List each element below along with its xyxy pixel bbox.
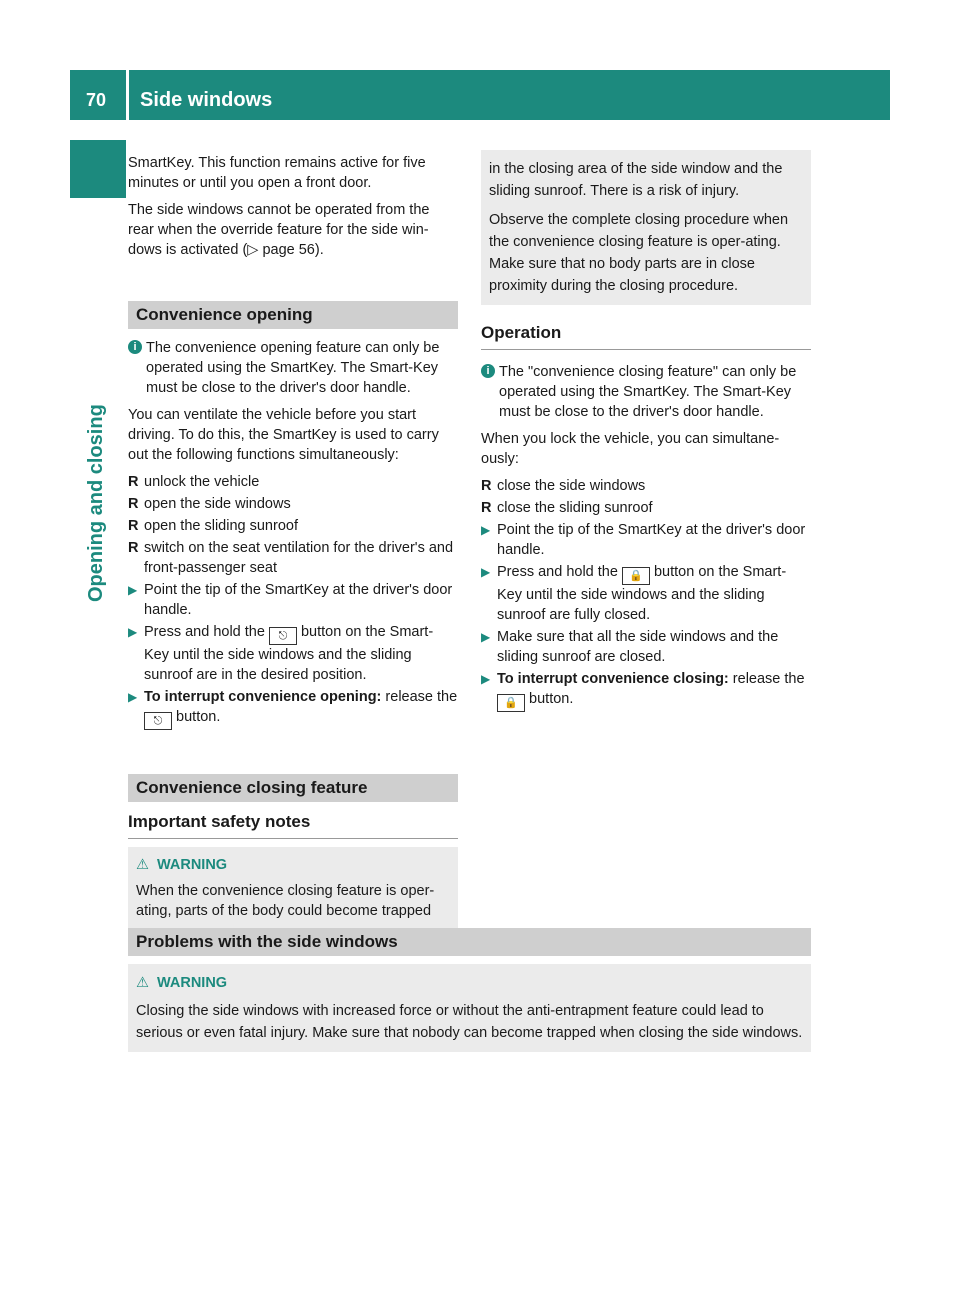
warning-label: WARNING <box>157 857 228 873</box>
step-item: ▶ To interrupt convenience opening: release the ⎋ button. <box>128 687 458 730</box>
warning-box <box>128 964 811 1052</box>
problems-section <box>128 928 811 1052</box>
opening-description: You can ventilate the vehicle before you start driving. To do this, the SmartKey is used to carry out the following functions simultaneously: <box>128 407 439 463</box>
warning-triangle-icon: ⚠ <box>136 857 149 873</box>
warning-box-continued <box>481 150 811 305</box>
warning-text: Closing the side windows with increased force or without the anti-entrapment feature could lead to serious or even fatal injury. Make sure that nobody can become trapped when closing the side windows. <box>136 1003 803 1041</box>
info-note-operation <box>481 362 811 422</box>
page-number: 70 <box>86 90 107 110</box>
info-icon: i <box>481 364 495 378</box>
page-number-box <box>70 70 126 120</box>
info-note-text: The "convenience closing feature" can only be operated using the SmartKey. The Smart-Key must be close to the driver's door handle. <box>499 364 797 420</box>
lock-key-icon: 🔒 <box>497 694 525 712</box>
lock-key-icon: 🔒 <box>622 567 650 585</box>
section-heading-convenience-closing: Convenience closing feature <box>128 774 458 802</box>
step-item: ▶ To interrupt convenience closing: release the 🔒 button. <box>481 669 811 712</box>
section-heading-problems: Problems with the side windows <box>128 928 811 956</box>
step-item: ▶ Make sure that all the side windows and the sliding sunroof are closed. <box>481 629 779 665</box>
info-note-text: The convenience opening feature can only be operated using the SmartKey. The Smart-Key must be close to the driver's door handle. <box>146 340 440 396</box>
right-column <box>481 150 811 714</box>
subheading-safety-notes: Important safety notes <box>128 812 458 839</box>
info-note-opening <box>128 338 458 398</box>
section-heading-convenience-opening: Convenience opening <box>128 301 458 329</box>
left-column <box>128 153 458 929</box>
info-icon: i <box>128 340 142 354</box>
warning-box <box>128 847 458 929</box>
list-item: R open the side windows <box>128 496 291 512</box>
intro-paragraph-1: SmartKey. This function remains active for five minutes or until you open a front door. <box>128 155 426 191</box>
page-title: Side windows <box>140 89 273 111</box>
unlock-key-icon: ⎋ <box>144 712 172 730</box>
warning-triangle-icon: ⚠ <box>136 975 149 991</box>
intro-paragraph-2: The side windows cannot be operated from the rear when the override feature for the side win-dows is activated (▷ page 56). <box>128 202 430 258</box>
warning-continued-text-2: Observe the complete closing procedure when the convenience closing feature is oper-ating. Make sure that no body parts are in close proximity during the closing procedure. <box>489 212 789 294</box>
step-item: ▶ Press and hold the 🔒 button on the Smart-Key until the side windows and the sliding sunroof are fully closed. <box>481 564 787 623</box>
operation-description: When you lock the vehicle, you can simultane-ously: <box>481 431 780 467</box>
warning-text: When the convenience closing feature is oper-ating, parts of the body could become trapped <box>136 883 435 919</box>
side-tab-label: Opening and closing <box>85 404 107 602</box>
list-item: R open the sliding sunroof <box>128 518 298 534</box>
header-bar <box>129 70 890 120</box>
step-item: ▶ Point the tip of the SmartKey at the driver's door handle. <box>128 582 453 618</box>
warning-label: WARNING <box>157 975 228 991</box>
list-item: R switch on the seat ventilation for the driver's and front-passenger seat <box>128 540 454 576</box>
list-item: R close the side windows <box>481 478 646 494</box>
step-item: ▶ Point the tip of the SmartKey at the driver's door handle. <box>481 522 806 558</box>
list-item: R close the sliding sunroof <box>481 500 653 516</box>
warning-continued-text: in the closing area of the side window and the sliding sunroof. There is a risk of injury. <box>489 161 783 199</box>
step-item: ▶ Press and hold the ⎋ button on the Smart-Key until the side windows and the sliding sunroof are in the desired position. <box>128 624 434 683</box>
subheading-operation: Operation <box>481 323 811 350</box>
unlock-key-icon: ⎋ <box>269 627 297 645</box>
list-item: R unlock the vehicle <box>128 474 260 490</box>
